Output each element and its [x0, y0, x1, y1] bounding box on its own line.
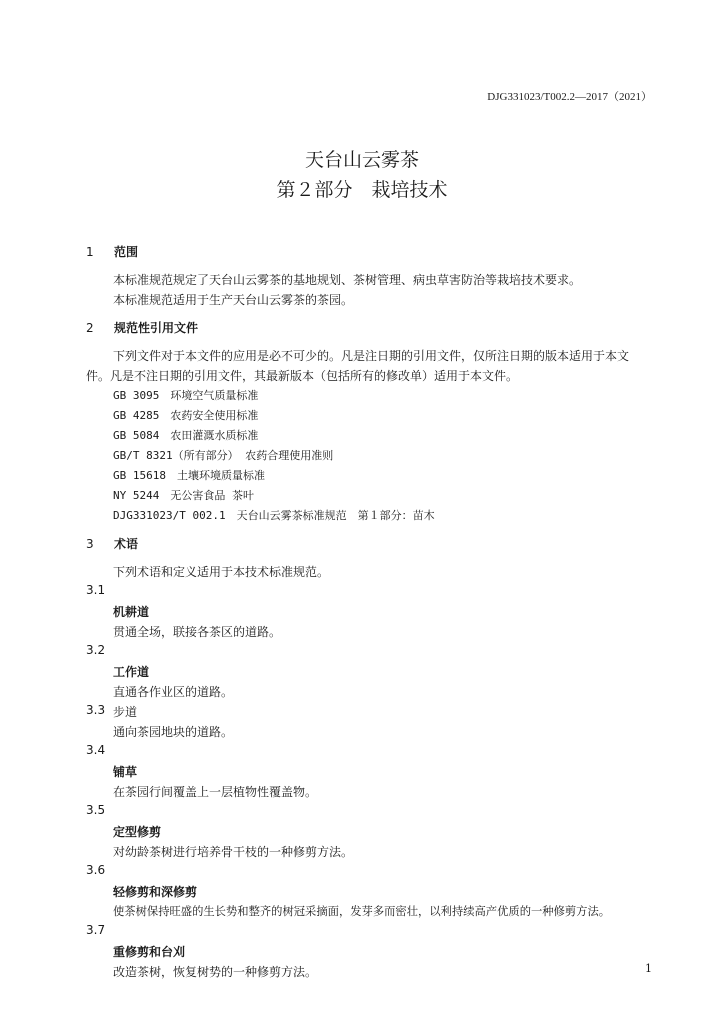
section-title: 规范性引用文件 [114, 321, 199, 335]
term-number: 3.4 [86, 743, 106, 757]
reference-item: GB 4285 农药安全使用标准 [113, 409, 259, 422]
document-title: 天台山云雾茶 [304, 149, 419, 171]
page-number: 1 [645, 962, 652, 975]
term-definition: 通向茶园地块的道路。 [113, 725, 234, 739]
document-subtitle: 第２部分 栽培技术 [276, 179, 448, 201]
section-heading-normative-references [86, 319, 198, 336]
reference-item: GB 5084 农田灌溉水质标准 [113, 429, 259, 442]
section-number: 1 [86, 245, 94, 259]
term-title: 机耕道 [113, 605, 150, 619]
term-number: 3.5 [86, 803, 106, 817]
term-title: 工作道 [113, 665, 150, 679]
reference-item: GB 3095 环境空气质量标准 [113, 389, 259, 402]
section-heading-scope [86, 243, 138, 260]
section-heading-terms [86, 535, 138, 552]
paragraph: 本标准规范适用于生产天台山云雾茶的茶园。 [113, 293, 354, 307]
term-definition: 直通各作业区的道路。 [113, 685, 234, 699]
paragraph: 下列文件对于本文件的应用是必不可少的。凡是注日期的引用文件，仅所注日期的版本适用于本文 [113, 349, 630, 363]
term-number: 3.6 [86, 863, 106, 877]
term-definition: 对幼龄茶树进行培养骨干枝的一种修剪方法。 [113, 845, 354, 859]
term-title: 轻修剪和深修剪 [113, 885, 198, 899]
term-title: 铺草 [113, 765, 138, 779]
term-title: 步道 [113, 705, 138, 719]
term-number: 3.3 [86, 703, 106, 717]
term-definition: 改造茶树，恢复树势的一种修剪方法。 [113, 965, 318, 979]
term-title: 重修剪和台刈 [113, 945, 186, 959]
paragraph: 件。凡是不注日期的引用文件，其最新版本（包括所有的修改单）适用于本文件。 [86, 369, 519, 383]
reference-item: GB 15618 土壤环境质量标准 [113, 469, 265, 482]
document-number: DJG331023/T002.2—2017（2021） [487, 91, 652, 103]
section-title: 术语 [114, 537, 139, 551]
section-title: 范围 [114, 245, 139, 259]
section-number: 2 [86, 321, 94, 335]
paragraph: 下列术语和定义适用于本技术标准规范。 [113, 565, 330, 579]
reference-item: DJG331023/T 002.1 天台山云雾茶标准规范 第１部分：苗木 [113, 509, 435, 522]
term-definition: 贯通全场，联接各茶区的道路。 [113, 625, 282, 639]
term-number: 3.1 [86, 583, 106, 597]
reference-item: GB/T 8321（所有部分） 农药合理使用准则 [113, 449, 334, 462]
reference-item: NY 5244 无公害食品 茶叶 [113, 489, 254, 502]
term-number: 3.2 [86, 643, 106, 657]
section-number: 3 [86, 537, 94, 551]
term-definition: 在茶园行间覆盖上一层植物性覆盖物。 [113, 785, 318, 799]
term-number: 3.7 [86, 923, 106, 937]
term-definition: 使茶树保持旺盛的生长势和整齐的树冠采摘面，发芽多而密壮，以利持续高产优质的一种修剪方法。 [113, 905, 611, 918]
paragraph: 本标准规范规定了天台山云雾茶的基地规划、茶树管理、病虫草害防治等栽培技术要求。 [113, 273, 582, 287]
term-title: 定型修剪 [113, 825, 162, 839]
